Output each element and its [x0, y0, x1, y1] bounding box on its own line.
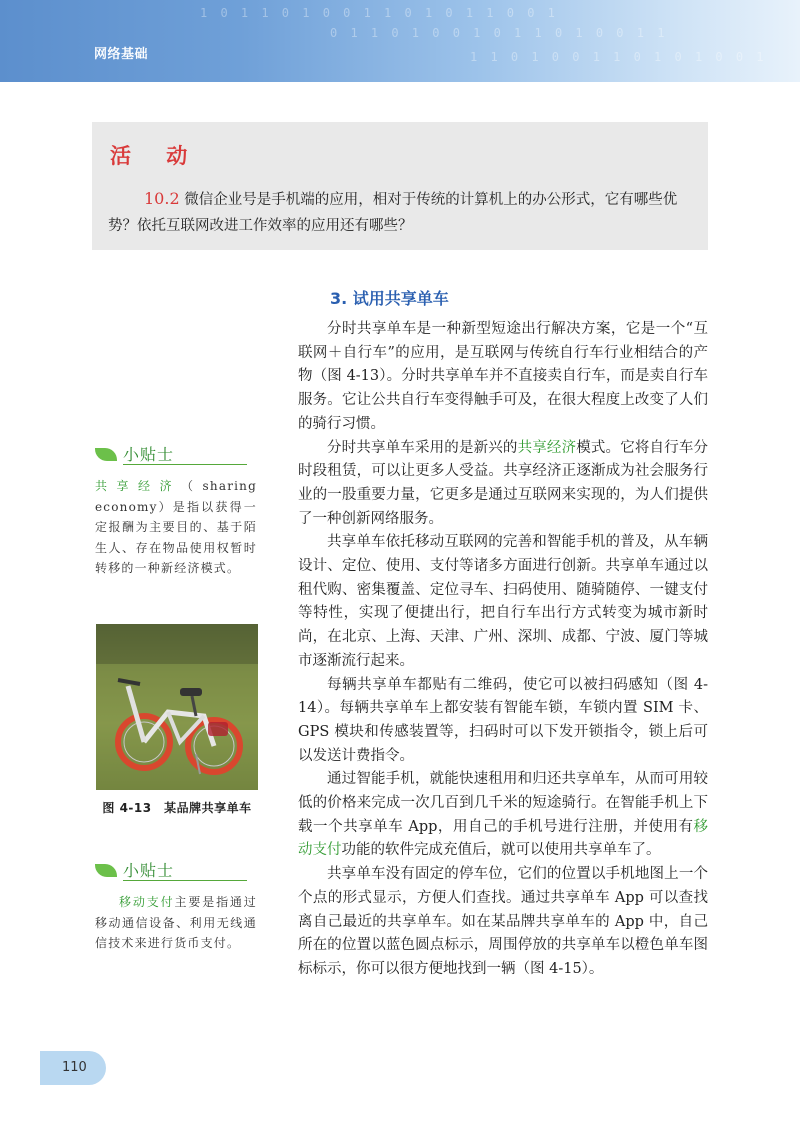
header-binary-pattern: 1 0 1 1 0 1 0 0 1 1 0 1 0 1 1 0 0 1: [200, 6, 558, 20]
tip-term: 移动支付: [119, 895, 175, 909]
activity-question: [108, 186, 698, 239]
page-number-badge: [40, 1051, 106, 1085]
tip-term: 共享经济: [95, 479, 182, 493]
activity-number: 10.2: [144, 189, 180, 208]
tip-heading: [95, 858, 255, 882]
shared-bike-photo: [96, 624, 258, 790]
tip-heading: [95, 442, 255, 466]
figure-caption: 图 4-13 某品牌共享单车: [102, 801, 252, 815]
header-banner: [0, 0, 800, 82]
tip-underline: [123, 880, 247, 881]
paragraph: [298, 437, 708, 532]
section-title: 3. 试用共享单车: [330, 289, 449, 308]
bicycle-icon: [96, 624, 258, 790]
paragraph-text: 分时共享单车采用的是新兴的: [327, 439, 518, 456]
activity-text: 微信企业号是手机端的应用，相对于传统的计算机上的办公形式，它有哪些优势？依托互联网改进工作效率的应用还有哪些？: [108, 192, 678, 234]
page-number: 110: [62, 1060, 87, 1075]
chapter-title: 网络基础: [94, 47, 149, 62]
tip-body: [95, 476, 257, 579]
activity-box: [92, 122, 708, 250]
leaf-icon: [95, 864, 117, 877]
paragraph: 共享单车没有固定的停车位，它们的位置以手机地图上一个个点的形式显示，方便人们查找。通过共享单车 App 可以查找离自己最近的共享单车。如在某品牌共享单车的 App 中，自己所在的位置以蓝色圆点标示，周围停放的共享单车以橙色单车图标标示，你可以很方便地找到一辆（图 4-15）。: [298, 866, 708, 977]
tip-title: 小贴士: [123, 445, 175, 464]
paragraph-text: 通过智能手机，就能快速租用和归还共享单车，从而可用较低的价格来完成一次几百到几千米的短途骑行。在智能手机上下载一个共享单车 App，用自己的手机号进行注册，并使用有: [298, 771, 708, 835]
paragraph: 分时共享单车是一种新型短途出行解决方案，它是一个“互联网＋自行车”的应用，是互联网与传统自行车行业相结合的产物（图 4-13）。分时共享单车并不直接卖自行车，而是卖自行车服务。它让公共自行车变得触手可及，在很大程度上改变了人们的骑行习惯。: [298, 321, 708, 432]
header-binary-pattern: 0 1 1 0 1 0 0 1 0 1 1 0 1 0 0 1 1: [330, 26, 668, 40]
tip-text: （sharing economy）是指以获得一定报酬为主要目的、基于陌生人、存在物品使用权暂时转移的一种新经济模式。: [95, 479, 257, 575]
leaf-icon: [95, 448, 117, 461]
highlight-term: 移动支付: [298, 818, 708, 859]
tip-body: [95, 892, 257, 954]
tip-underline: [123, 464, 247, 465]
tip-title: 小贴士: [123, 861, 175, 880]
main-text: [298, 318, 708, 982]
highlight-term: 共享经济: [517, 439, 577, 456]
header-binary-pattern: 1 1 0 1 0 0 1 1 0 1 0 1 0 0 1: [470, 50, 767, 64]
activity-title: 活 动: [110, 144, 202, 168]
paragraph-text: 模式。它将自行车分时段租赁，可以让更多人受益。共享经济正逐渐成为社会服务行业的一股重要力量，它更多是通过互联网来实现的，为人们提供了一种创新网络服务。: [298, 439, 709, 527]
paragraph: 每辆共享单车都贴有二维码，使它可以被扫码感知（图 4-14）。每辆共享单车上都安装有智能车锁，车锁内置 SIM 卡、GPS 模块和传感装置等，扫码时可以下发开锁指令，锁上后可以发送计费指令。: [298, 676, 708, 764]
paragraph-text: 功能的软件完成充值后，就可以使用共享单车了。: [341, 842, 661, 859]
paragraph: 共享单车依托移动互联网的完善和智能手机的普及，从车辆设计、定位、使用、支付等诸多方面进行创新。共享单车通过以租代购、密集覆盖、定位寻车、扫码使用、随骑随停、一键支付等特性，实现了便捷出行，把自行车出行方式转变为城市新时尚，在北京、上海、天津、广州、深圳、成都、宁波、厦门等城市逐渐流行起来。: [298, 534, 708, 669]
paragraph: [298, 768, 708, 863]
tip-text: 主要是指通过移动通信设备、利用无线通信技术来进行货币支付。: [95, 895, 257, 950]
